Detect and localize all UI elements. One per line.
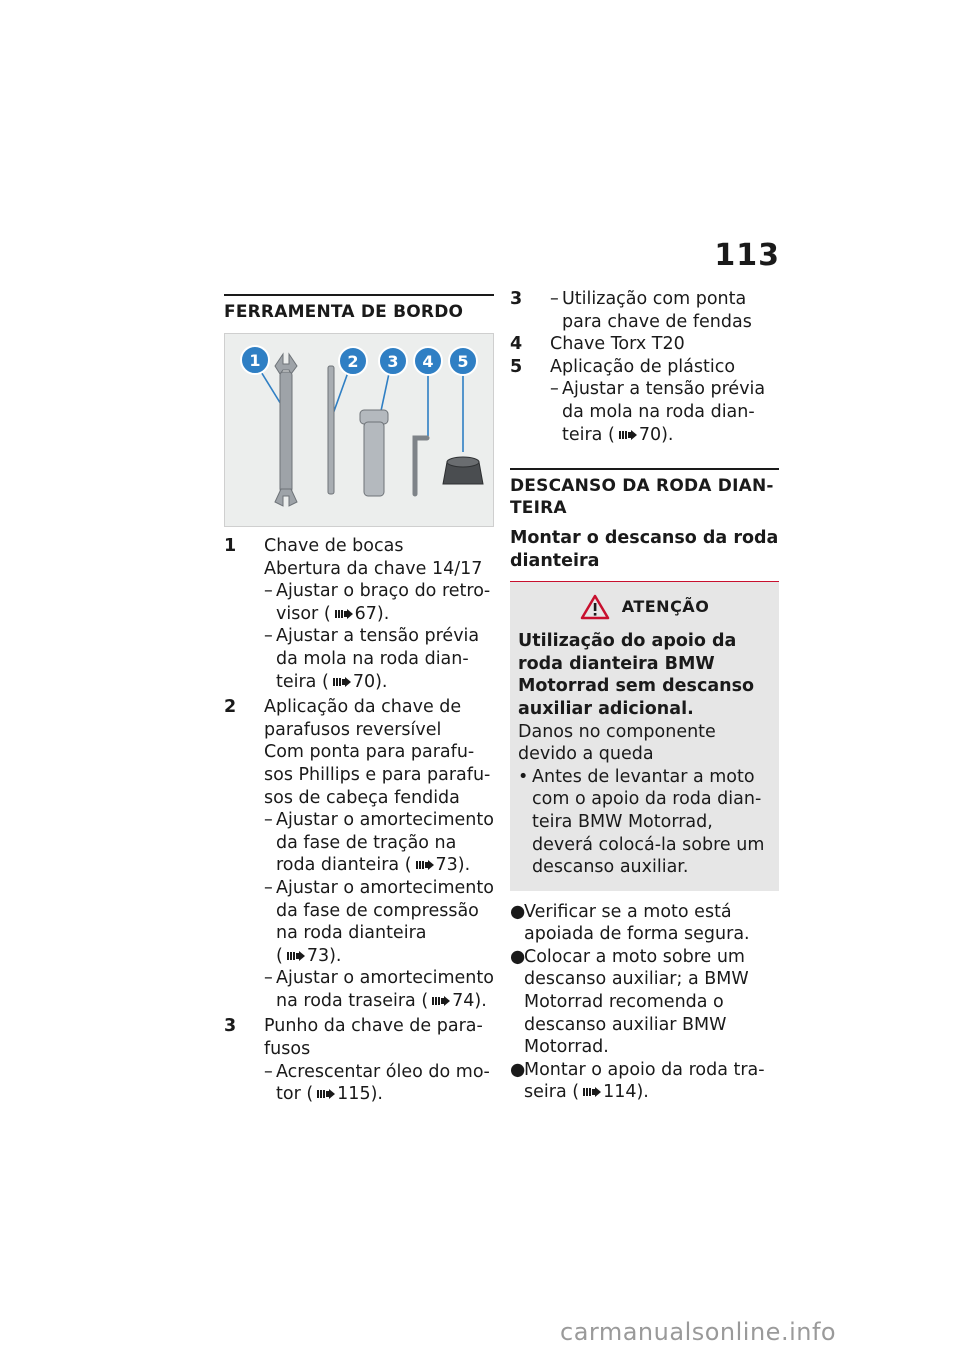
tool-item-3-cont (510, 288, 779, 333)
action-line: – Ajustar a tensão prévia da mola na roda dianteira ( 70). (550, 379, 766, 445)
page-reference[interactable]: ( 115). (306, 1084, 383, 1105)
left-column (224, 294, 494, 1106)
item-number: 1 (224, 536, 237, 556)
callout-1: 1 (249, 351, 261, 370)
action-line: – Ajustar o amortecimento na roda traseira ( 74). (264, 968, 494, 1011)
item-number: 4 (510, 334, 523, 355)
watermark: carmanualsonline.info (560, 1318, 837, 1346)
item-number: 2 (224, 697, 237, 718)
callout-2: 2 (347, 352, 359, 371)
page-reference[interactable]: ( 70). (608, 424, 674, 445)
page-reference[interactable]: ( 114). (572, 1082, 649, 1103)
page-reference[interactable]: ( 73). (404, 855, 471, 876)
tool-item-3 (224, 1015, 494, 1105)
tool-item-5 (510, 356, 779, 446)
reference-arrow-icon (619, 430, 637, 440)
item-line: Com ponta para parafusos Phillips e para parafusos de cabeça fendida (264, 742, 491, 808)
callout-5: 5 (457, 352, 469, 371)
item-number: 3 (510, 289, 523, 309)
warning-instruction: • Antes de levantar a moto com o apoio da roda dianteira BMW Motorrad, deverá colocá-la sobre um descanso auxiliar. (518, 766, 765, 878)
reference-arrow-icon (416, 860, 434, 870)
warning-heading: ATENÇÃO (518, 594, 771, 620)
item-line: Punho da chave de parafusos (264, 1016, 483, 1060)
action-line: – Utilização com ponta para chave de fendas (550, 289, 752, 332)
right-column (510, 288, 779, 1104)
subsection-title: Montar o descanso da roda dianteira (510, 528, 779, 572)
action-line: – Ajustar o braço do retrovisor ( 67). (264, 581, 491, 624)
callout-3: 3 (387, 352, 399, 371)
page-reference[interactable]: ( 70). (322, 671, 388, 692)
reference-arrow-icon (333, 677, 351, 687)
reference-arrow-icon (335, 609, 353, 619)
page-number: 113 (714, 238, 780, 273)
action-line: – Ajustar a tensão prévia da mola na roda dianteira ( 70). (264, 626, 480, 692)
section-title-front-stand: DESCANSO DA RODA DIANTEIRA (510, 468, 779, 519)
tool-item-2 (224, 696, 494, 1012)
callout-4: 4 (422, 352, 434, 371)
action-line: – Acrescentar óleo do motor ( 115). (264, 1061, 490, 1105)
procedure-step: ● Colocar a moto sobre um descanso auxiliar; a BMW Motorrad recomenda o descanso auxiliar BMW Motorrad. (510, 946, 749, 1058)
action-line: – Ajustar o amortecimento da fase de compressão na roda dianteira ( 73). (264, 877, 494, 966)
reference-arrow-icon (583, 1087, 601, 1097)
tool-item-1 (224, 535, 494, 693)
procedure-step: ● Verificar se a moto está apoiada de forma segura. (510, 901, 750, 945)
page-reference[interactable]: ( 74). (421, 990, 487, 1011)
item-line: Abertura da chave 14/17 (264, 558, 483, 579)
warning-box (510, 582, 779, 891)
toolkit-illustration (225, 334, 493, 526)
reference-arrow-icon (432, 996, 450, 1006)
toolkit-figure (224, 333, 494, 527)
procedure-step: ● Montar o apoio da roda traseira ( 114). (510, 1059, 765, 1103)
warning-consequence: Danos no componente devido a queda (518, 721, 716, 765)
page-reference[interactable]: ( 67). (323, 603, 390, 624)
warning-triangle-icon (580, 594, 610, 620)
procedure-steps (510, 901, 779, 1104)
item-line: Aplicação de plástico (550, 356, 736, 377)
item-number: 5 (510, 356, 523, 377)
reference-arrow-icon (317, 1089, 335, 1099)
item-line: Chave de bocas (264, 536, 404, 556)
warning-statement: Utilização do apoio da roda dianteira BMW Motorrad sem descanso auxiliar adicional. (518, 631, 755, 719)
reference-arrow-icon (287, 951, 305, 961)
section-title-toolkit: FERRAMENTA DE BORDO (224, 294, 494, 323)
page-reference[interactable]: ( 73). (276, 945, 342, 966)
item-line: Aplicação da chave de parafusos reversível (264, 697, 462, 740)
action-line: – Ajustar o amortecimento da fase de tração na roda dianteira ( 73). (264, 810, 494, 876)
item-line: Chave Torx T20 (550, 334, 685, 355)
tool-item-4 (510, 333, 779, 356)
item-number: 3 (224, 1016, 237, 1037)
